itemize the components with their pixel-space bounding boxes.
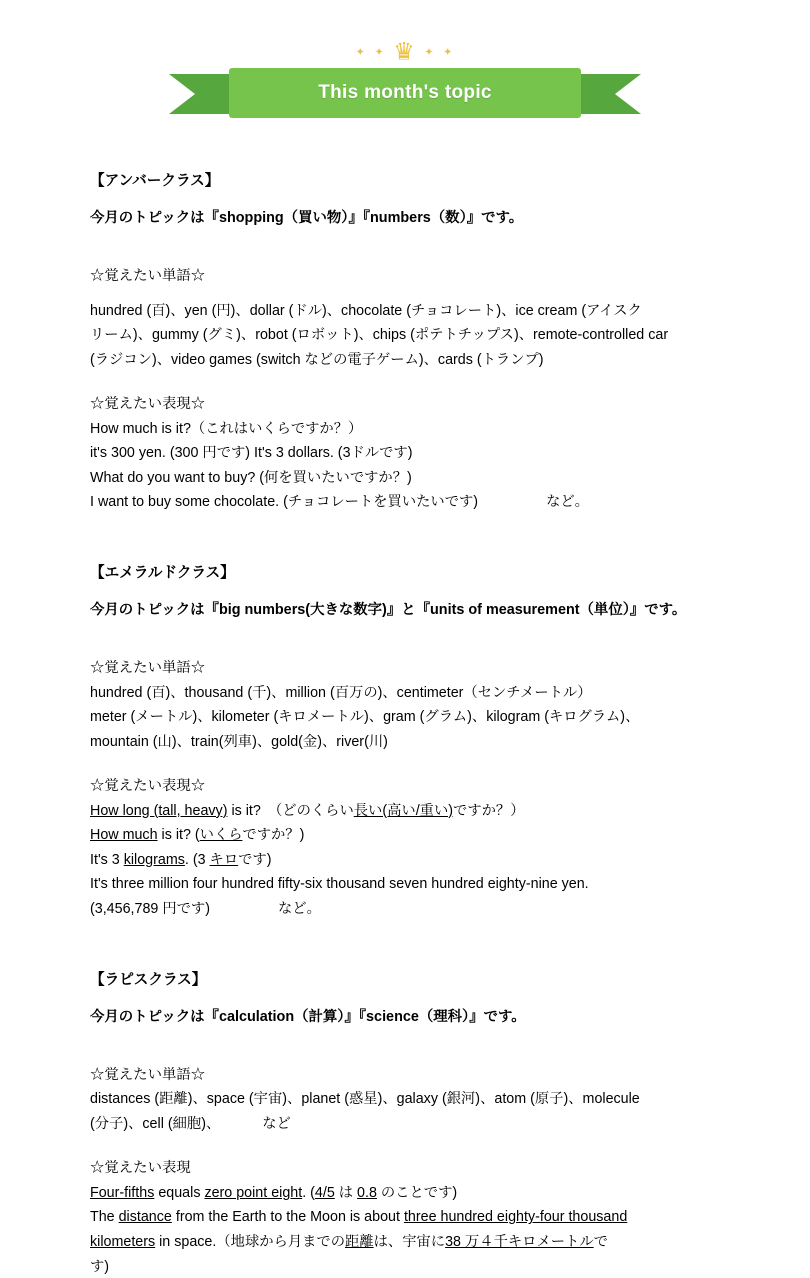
vocab-text: (分子)、cell (細胞)、 [90,1115,221,1132]
section-amber [90,170,720,514]
vocab-line: meter (メートル)、kilometer (キロメートル)、gram (グラム)、kilogram (キログラム)、 [90,709,640,726]
expr-line: It's three million four hundred fifty-six thousand seven hundred eighty-nine yen. [90,876,589,893]
crown-decoration [0,38,810,66]
expr-text: in space.（地球から月までの [155,1233,346,1250]
expr-underline: 長い(高い/重い) [353,802,454,819]
vocab-line: distances (距離)、space (宇宙)、planet (惑星)、galaxy (銀河)、atom (原子)、molecule [90,1091,640,1108]
expr-heading-amber: ☆覚えたい表現☆ [90,396,206,413]
expr-text: ですか？） [453,802,525,819]
expr-text: で [593,1233,608,1250]
expr-text: . (3 [184,851,210,868]
vocab-heading-emerald: ☆覚えたい単語☆ [90,660,206,677]
section-lapis [90,969,720,1278]
ribbon [229,68,581,118]
expr-line [90,1231,720,1254]
crown-icon: ♛ [393,38,417,66]
expr-underline: kilograms [123,851,185,868]
expr-text: は、宇宙に [373,1233,446,1250]
section-heading-emerald: 【エメラルドクラス】 [90,565,235,582]
expr-underline: How long (tall, heavy) [90,802,228,819]
section-lead-emerald: 今月のトピックは『big numbers(大きな数字)』と『units of measurement（単位）』です。 [90,602,687,619]
expr-underline: 38 万４千キロメートル [445,1233,594,1250]
ribbon-tail-left [169,74,229,114]
expr-underline: キロ [209,851,239,868]
star-icon: ✦ [374,46,386,59]
expr-text: (3,456,789 円です) [90,901,210,918]
vocab-etc: など [262,1115,291,1132]
expr-underline: 距離 [345,1233,374,1250]
expr-underline: 4/5 [314,1184,335,1201]
expr-text: . ( [302,1184,315,1201]
ribbon-tail-right [581,74,641,114]
expr-underline: kilometers [90,1233,156,1250]
ribbon-body [229,68,581,118]
expr-text: It's 3 [90,851,124,868]
expr-line [90,491,720,514]
vocab-line: (ラジコン)、video games (switch などの電子ゲーム)、cards (トランプ) [90,351,544,368]
section-heading-lapis: 【ラピスクラス】 [90,971,207,988]
document-content [0,170,810,1278]
expr-line [90,1182,720,1205]
section-emerald [90,562,720,921]
expr-underline: いくら [199,827,243,844]
expr-text: equals [154,1184,205,1201]
expr-line [90,849,720,872]
expr-etc: など。 [546,494,589,511]
star-icon: ✦ [355,46,367,59]
vocab-line: リーム)、gummy (グミ)、robot (ロボット)、chips (ポテトチップス)、remote-controlled car [90,327,669,344]
expr-line [90,1206,720,1229]
expr-text: は [334,1184,358,1201]
expr-underline: zero point eight [204,1184,303,1201]
expr-underline: three hundred eighty-four thousand [403,1209,628,1226]
expr-etc: など。 [278,901,321,918]
section-lead-lapis: 今月のトピックは『calculation（計算）』『science（理科）』です。 [90,1008,526,1025]
vocab-line [90,1113,720,1136]
section-heading-amber: 【アンバークラス】 [90,173,220,189]
vocab-line: hundred (百)、yen (円)、dollar (ドル)、chocolate (チョコレート)、ice cream (アイスク [90,302,642,319]
expr-heading-lapis: ☆覚えたい表現 [90,1160,191,1177]
expr-underline: Four-fifths [90,1184,155,1201]
expr-heading-emerald: ☆覚えたい表現☆ [90,778,206,795]
expr-line [90,898,720,921]
expr-line: How much is it?（これはいくらですか？） [90,420,363,437]
vocab-line: hundred (百)、thousand (千)、million (百万の)、centimeter（センチメートル） [90,684,592,701]
star-icon: ✦ [443,46,455,59]
expr-text: from the Earth to the Moon is about [171,1209,404,1226]
expr-text: ですか？) [242,827,305,844]
expr-text: The [90,1209,119,1226]
star-icon: ✦ [424,46,436,59]
banner-title: This month's topic [318,82,492,103]
vocab-line: mountain (山)、train(列車)、gold(金)、river(川) [90,733,388,750]
expr-underline: 0.8 [357,1184,377,1201]
expr-underline: distance [118,1209,172,1226]
vocab-heading-amber: ☆覚えたい単語☆ [90,268,206,285]
expr-text: is it? ( [157,827,200,844]
expr-line [90,824,720,847]
expr-line: it's 300 yen. (300 円です) It's 3 dollars. (3ドルです) [90,445,413,462]
expr-line: What do you want to buy? (何を買いたいですか？) [90,469,412,486]
vocab-heading-lapis: ☆覚えたい単語☆ [90,1066,206,1083]
expr-text: のことです) [376,1184,458,1201]
banner [0,30,810,148]
expr-text: I want to buy some chocolate. (チョコレートを買いたいです) [90,494,479,511]
expr-underline: How much [90,827,158,844]
expr-line: す) [90,1258,110,1275]
expr-text: is it? （どのくらい [227,802,354,819]
section-lead-amber: 今月のトピックは『shopping（買い物）』『numbers（数）』です。 [90,210,524,226]
expr-text: です) [238,851,272,868]
document-page [0,30,810,1275]
expr-line [90,800,720,823]
